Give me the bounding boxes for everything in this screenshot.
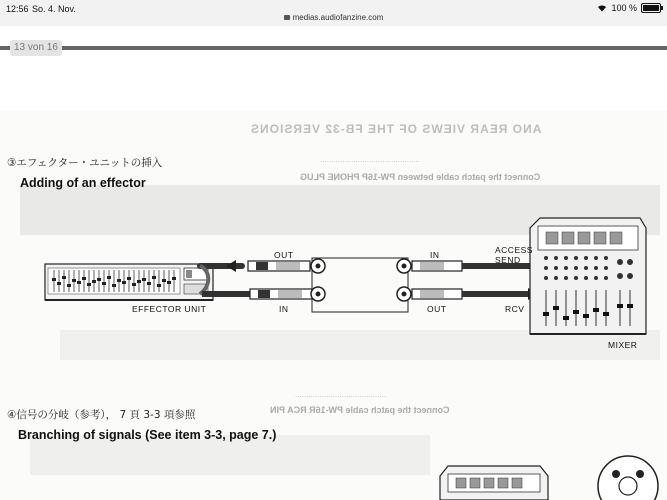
section-title-en: Adding of an effector: [20, 176, 146, 190]
url-text: medias.audiofanzine.com: [292, 13, 384, 22]
label-rcv: RCV: [505, 304, 525, 314]
label-in-bottom: IN: [279, 304, 289, 314]
label-in-top: IN: [430, 250, 440, 260]
label-effector-unit: EFFECTOR UNIT: [132, 304, 207, 314]
mixer: [530, 218, 646, 334]
section-title-en: Branching of signals (See item 3-3, page 7.): [18, 428, 277, 442]
battery-percent: 100 %: [611, 3, 637, 13]
mirrored-bleed-text: Connect the patch cable PW-16R RCA PIN: [270, 405, 450, 415]
label-send: SEND: [495, 255, 521, 265]
cables: [200, 258, 540, 312]
label-access: ACCESS: [495, 245, 533, 255]
label-out-top: OUT: [274, 250, 294, 260]
mirrored-bleed-text: .........................................: [295, 390, 387, 399]
mirrored-bleed-text: Connect the patch cable between PW-16P PHONE PLUG: [300, 172, 541, 182]
partial-diagram: [440, 456, 658, 500]
mirrored-bleed-text: ANO REAR VIEWS OF THE FB-32 VERSIONS: [250, 122, 542, 136]
date: So. 4. Nov.: [32, 4, 76, 14]
label-mixer: MIXER: [608, 340, 638, 350]
section-title-jp: ③エフェクター・ユニットの挿入: [7, 157, 163, 169]
mirrored-bleed-text: .............................................: [320, 155, 421, 164]
effector-unit: [45, 264, 213, 300]
page-indicator: 13 von 16: [10, 40, 62, 56]
section-title-jp: ④信号の分岐（参考）， 7 頁 3-3 項参照: [7, 409, 196, 421]
label-out-bottom: OUT: [427, 304, 447, 314]
clock: 12:56: [6, 4, 29, 14]
